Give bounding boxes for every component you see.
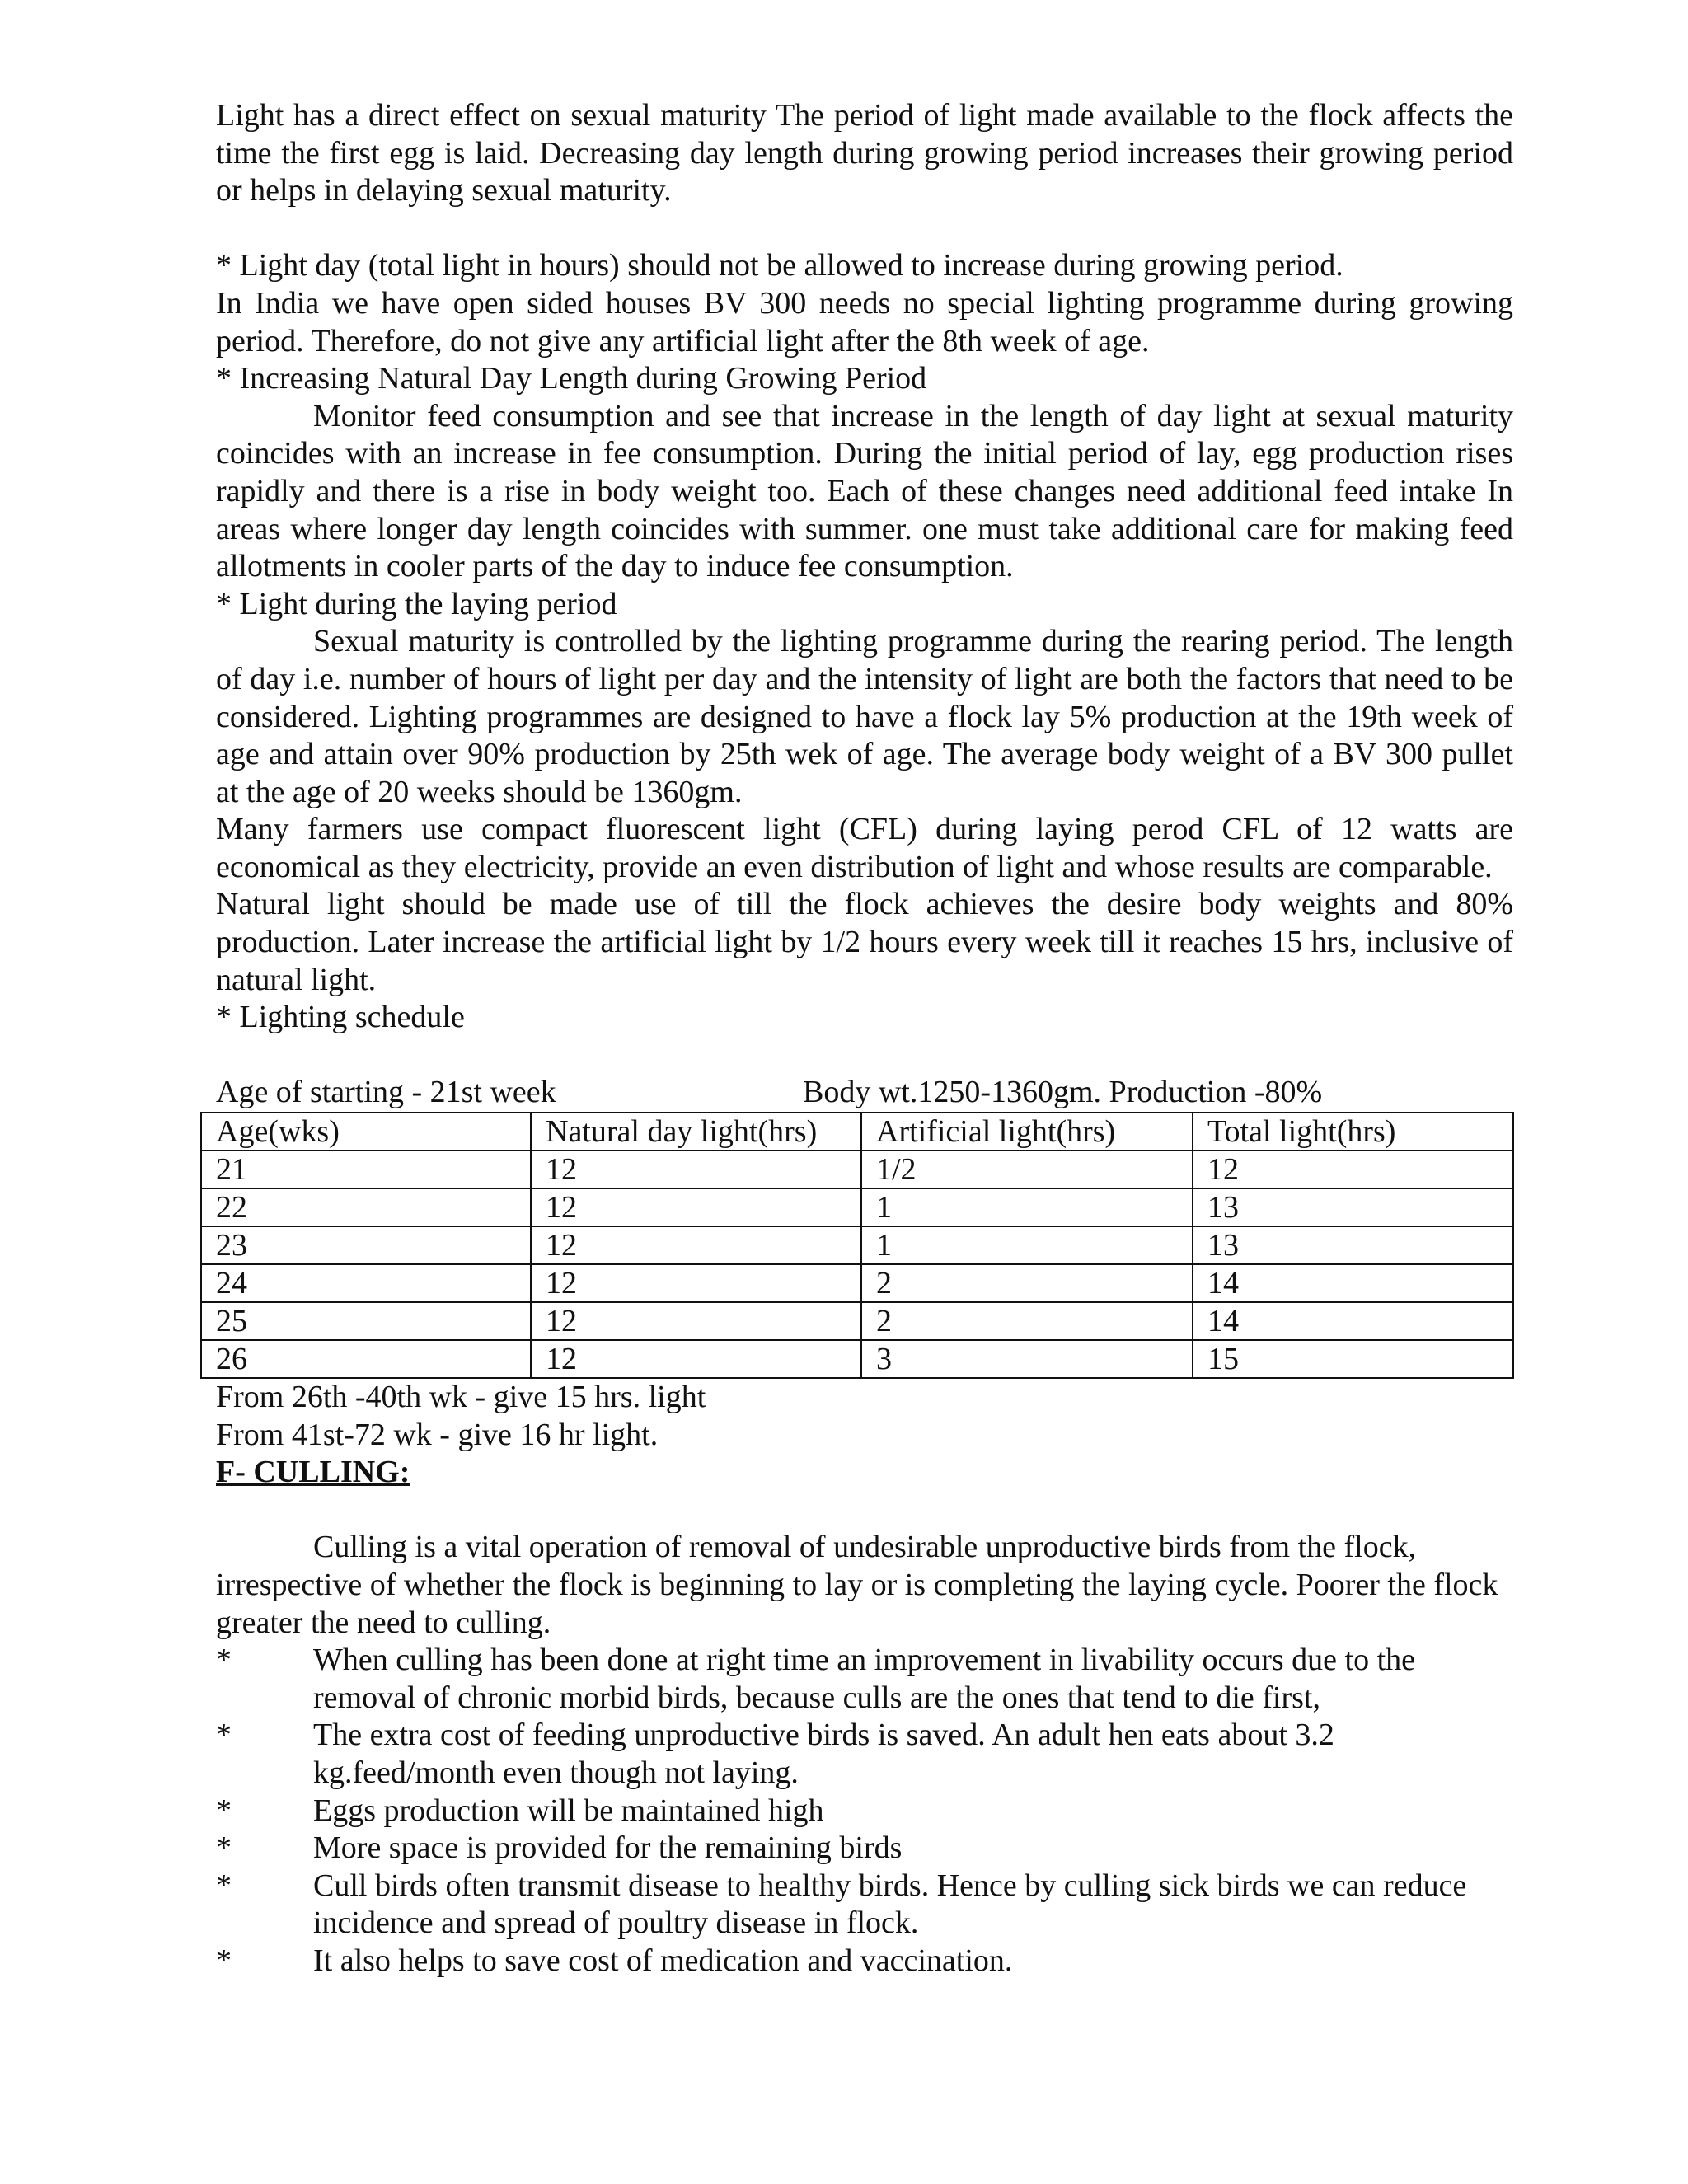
- light-day-heading: * Light day (total light in hours) should not be allowed to increase during growing period.: [216, 248, 1343, 284]
- list-item: [216, 1830, 1513, 1868]
- culling-paragraph: Culling is a vital operation of removal of undesirable unproductive birds from the flock, irrespective of whether the flock is beginning to lay or is completing the laying cycle. Poorer the flock greater the need to culling.: [216, 1530, 1498, 1640]
- bullet-marker: *: [216, 1793, 232, 1828]
- lighting-schedule-table: [200, 1112, 1514, 1379]
- table-cell: 24: [201, 1264, 531, 1302]
- laying-period-paragraph: Sexual maturity is controlled by the lighting programme during the rearing period. The length of day i.e. number of hours of light per day and the intensity of light are both the factors that need to be considered. Lighting programmes are designed to have a flock lay 5% production at the 19th week of age and attain over 90% production by 25th wek of age. The average body weight of a BV 300 pullet at the age of 20 weeks should be 1360gm.: [216, 624, 1513, 809]
- table-cell: 12: [1193, 1151, 1513, 1188]
- bullet-marker: *: [216, 1943, 232, 1978]
- natural-light-paragraph: Natural light should be made use of till the flock achieves the desire body weights and 80% production. Later increase the artificial light by 1/2 hours every week till it reaches 15 hrs, inclusive of natural light.: [216, 887, 1513, 997]
- table-cell: 13: [1193, 1226, 1513, 1264]
- culling-points-list: [216, 1642, 1513, 1980]
- document-page: [216, 97, 1513, 1980]
- spacer: [216, 210, 1513, 248]
- bullet-marker: *: [216, 1643, 232, 1678]
- table-row: [201, 1151, 1513, 1188]
- after-table-line: From 26th -40th wk - give 15 hrs. light: [216, 1380, 706, 1415]
- table-cell: 14: [1193, 1302, 1513, 1340]
- after-table-line: From 41st-72 wk - give 16 hr light.: [216, 1417, 659, 1452]
- table-cell: 12: [531, 1151, 861, 1188]
- table-header-cell: Total light(hrs): [1193, 1113, 1513, 1151]
- table-cell: 12: [531, 1188, 861, 1226]
- table-cell: 12: [531, 1226, 861, 1264]
- table-header-cell: Natural day light(hrs): [531, 1113, 861, 1151]
- increasing-day-length-paragraph: Monitor feed consumption and see that increase in the length of day light at sexual maturity coincides with an increase in fee consumption. During the initial period of lay, egg production rises rapidly and there is a rise in body weight too. Each of these changes need additional feed intake In areas where longer day length coincides with summer. one must take additional care for making feed allotments in cooler parts of the day to induce fee consumption.: [216, 398, 1513, 584]
- list-item-text: Cull birds often transmit disease to healthy birds. Hence by culling sick birds we can reduce incidence and spread of poultry disease in flock.: [313, 1868, 1467, 1941]
- spacer: [216, 1492, 1513, 1530]
- table-header-row: [201, 1113, 1513, 1151]
- table-row: [201, 1264, 1513, 1302]
- table-header-cell: Artificial light(hrs): [861, 1113, 1193, 1151]
- culling-heading: F- CULLING:: [216, 1455, 410, 1490]
- list-item-text: When culling has been done at right time an improvement in livability occurs due to the removal of chronic morbid birds, because culls are the ones that tend to die first,: [313, 1643, 1416, 1715]
- table-cell: 21: [201, 1151, 531, 1188]
- table-cell: 1/2: [861, 1151, 1193, 1188]
- table-cell: 15: [1193, 1340, 1513, 1378]
- table-cell: 25: [201, 1302, 531, 1340]
- table-cell: 26: [201, 1340, 531, 1378]
- table-row: [201, 1340, 1513, 1378]
- list-item: [216, 1868, 1513, 1943]
- table-cell: 14: [1193, 1264, 1513, 1302]
- table-cell: 12: [531, 1302, 861, 1340]
- table-cell: 22: [201, 1188, 531, 1226]
- increasing-day-length-heading: * Increasing Natural Day Length during Growing Period: [216, 361, 927, 396]
- table-cell: 12: [531, 1340, 861, 1378]
- table-cell: 1: [861, 1226, 1193, 1264]
- list-item: [216, 1943, 1513, 1980]
- bullet-marker: *: [216, 1868, 232, 1903]
- list-item-text: More space is provided for the remaining birds: [313, 1830, 903, 1866]
- table-cell: 2: [861, 1264, 1193, 1302]
- intro-paragraph: Light has a direct effect on sexual maturity The period of light made available to the flock affects the time the first egg is laid. Decreasing day length during growing period increases their growing period or helps in delaying sexual maturity.: [216, 98, 1513, 209]
- table-row: [201, 1302, 1513, 1340]
- table-cell: 12: [531, 1264, 861, 1302]
- spacer: [216, 1037, 1513, 1075]
- table-row: [201, 1226, 1513, 1264]
- start-age-text: Age of starting - 21st week: [216, 1075, 556, 1110]
- body-weight-text: Body wt.1250-1360gm. Production -80%: [803, 1075, 1323, 1110]
- table-row: [201, 1188, 1513, 1226]
- table-cell: 1: [861, 1188, 1193, 1226]
- list-item: [216, 1642, 1513, 1717]
- schedule-summary: [216, 1074, 1513, 1112]
- lighting-schedule-heading: * Lighting schedule: [216, 1000, 465, 1035]
- cfl-paragraph: Many farmers use compact fluorescent light (CFL) during laying perod CFL of 12 watts are economical as they electricity, provide an even distribution of light and whose results are comparable.: [216, 812, 1513, 884]
- list-item-text: Eggs production will be maintained high: [313, 1793, 824, 1828]
- table-cell: 3: [861, 1340, 1193, 1378]
- table-cell: 13: [1193, 1188, 1513, 1226]
- table-header-cell: Age(wks): [201, 1113, 531, 1151]
- list-item: [216, 1793, 1513, 1830]
- india-paragraph: In India we have open sided houses BV 300 needs no special lighting programme during growing period. Therefore, do not give any artificial light after the 8th week of age.: [216, 285, 1513, 359]
- list-item-text: It also helps to save cost of medication and vaccination.: [313, 1943, 1013, 1978]
- list-item: [216, 1717, 1513, 1792]
- table-cell: 2: [861, 1302, 1193, 1340]
- laying-period-heading: * Light during the laying period: [216, 586, 617, 621]
- bullet-marker: *: [216, 1830, 232, 1866]
- table-cell: 23: [201, 1226, 531, 1264]
- bullet-marker: *: [216, 1718, 232, 1753]
- list-item-text: The extra cost of feeding unproductive birds is saved. An adult hen eats about 3.2 kg.feed/month even though not laying.: [313, 1718, 1334, 1790]
